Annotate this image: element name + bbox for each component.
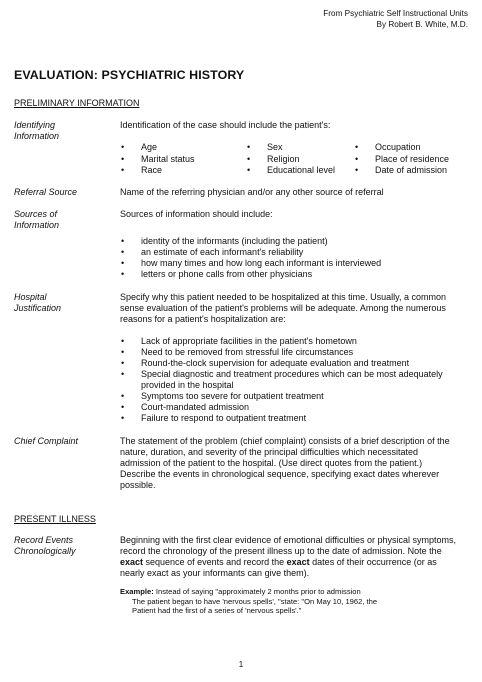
bullet-icon: • [247,165,251,176]
label-record-events [14,535,114,557]
item-text: Failure to respond to outpatient treatment [141,413,307,423]
sources-list [120,236,470,280]
list-item [120,369,470,391]
item-text: Religion [267,153,300,164]
text-segment: dates of their occurrence (or as nearly exact as your informants can give them). [120,557,437,578]
attribution-line-1: From Psychiatric Self Instructional Units [323,9,468,18]
example-label: Example: [120,587,154,596]
list-item [120,336,470,347]
list-item [120,391,470,402]
sources-intro: Sources of information should include: [120,209,273,219]
example-block [120,587,450,616]
label-identifying-information [14,120,114,142]
bullet-icon: • [121,258,125,268]
bullet-icon: • [355,165,359,176]
hospital-intro: Specify why this patient needed to be hospitalized at this time. Usually, a common sense evaluation of the patient's problems will be adequate. Among the numerous reasons for a patient's hospitalization are: [120,292,447,324]
label-line: Record Events [14,535,74,545]
emphasis: exact [120,557,144,567]
label-line: Information [14,220,60,230]
page-title: EVALUATION: PSYCHIATRIC HISTORY [14,68,245,82]
section-heading-present-illness: PRESENT ILLNESS [14,514,96,524]
item-text: Court-mandated admission [141,402,250,412]
item-text: Special diagnostic and treatment procedures which can be most adequately provided in the hospital [141,369,443,390]
item-text: identity of the informants (including the patient) [141,236,328,246]
example-line-2: The patient began to have 'nervous spells', "state: "On May 10, 1962, the [132,596,378,606]
label-line: Information [14,131,60,141]
section-heading-preliminary: PRELIMINARY INFORMATION [14,98,140,108]
item-text: Date of admission [375,165,448,176]
item-text: Age [141,142,158,152]
list-item [120,142,246,154]
text-segment: Beginning with the first clear evidence of emotional difficulties or physical symptoms, record the chronology of the present illness up to the date of admission. Note the [120,535,456,556]
item-text: letters or phone calls from other physicians [141,269,313,279]
hospital-reasons-list [120,336,470,424]
list-item [120,269,470,280]
bullet-icon: • [121,391,125,401]
bullet-icon: • [121,269,125,279]
list-item [120,247,470,258]
list-item [120,154,246,166]
list-item [120,402,470,413]
identifying-items-grid [120,142,470,177]
bullet-icon: • [247,142,251,152]
item-text: Marital status [141,153,195,164]
bullet-icon: • [121,142,125,152]
list-item [120,236,470,247]
item-text: Educational level [267,165,336,176]
item-text: Lack of appropriate facilities in the patient's hometown [141,336,357,346]
item-text: how many times and how long each informant is interviewed [141,258,382,268]
list-item [246,165,354,177]
identifying-intro: Identification of the case should include the patient's: [120,120,331,130]
bullet-icon: • [121,347,125,357]
item-text: Occupation [375,142,421,152]
label-line: Chronologically [14,546,76,556]
label-hospital-justification [14,292,114,314]
label-chief-complaint: Chief Complaint [14,436,79,446]
list-item [120,258,470,269]
bullet-icon: • [121,153,125,164]
list-item [120,347,470,358]
bullet-icon: • [121,358,125,368]
source-attribution [323,8,468,30]
item-text: Round-the-clock supervision for adequate evaluation and treatment [141,358,410,368]
list-item [354,142,470,154]
bullet-icon: • [121,236,125,246]
bullet-icon: • [121,247,125,257]
item-text: Need to be removed from stressful life circumstances [141,347,354,357]
list-item [120,358,470,369]
bullet-icon: • [121,369,125,379]
chief-complaint-text: The statement of the problem (chief complaint) consists of a brief description of the nature, duration, and severity of the principal difficulties which necessitated admission of the patient to the hospital. (Use direct quotes from the patient.) Describe the events in chronological sequence, specifying exact dates wherever possible. [120,436,450,490]
text-segment: sequence of events and record the [143,557,287,567]
label-line: Identifying [14,120,56,130]
item-text: Symptoms too severe for outpatient treatment [141,391,324,401]
list-item [354,154,470,166]
page-number: 1 [238,660,244,669]
list-item [246,154,354,166]
example-text: Instead of saying "approximately 2 months prior to admission [153,587,361,596]
item-text: an estimate of each informant's reliability [141,247,304,257]
label-line: Sources of [14,209,58,219]
attribution-line-2: By Robert B. White, M.D. [376,20,468,29]
bullet-icon: • [121,402,125,412]
label-line: Justification [14,303,62,313]
list-item [120,413,470,424]
bullet-icon: • [121,165,125,176]
bullet-icon: • [355,142,359,152]
bullet-icon: • [355,153,359,164]
item-text: Place of residence [375,153,450,164]
present-illness-text [120,535,460,579]
label-referral-source: Referral Source [14,187,78,197]
example-line-3: Patient had the first of a series of 'nervous spells'." [132,606,302,616]
bullet-icon: • [121,413,125,423]
item-text: Sex [267,142,283,152]
bullet-icon: • [121,336,125,346]
emphasis: exact [286,557,310,567]
example-line-1 [120,587,450,597]
item-text: Race [141,165,163,176]
bullet-icon: • [247,153,251,164]
referral-text: Name of the referring physician and/or any other source of referral [120,187,384,197]
list-item [120,165,246,177]
list-item [354,165,470,177]
list-item [246,142,354,154]
label-sources-of-information [14,209,114,231]
label-line: Hospital [14,292,47,302]
